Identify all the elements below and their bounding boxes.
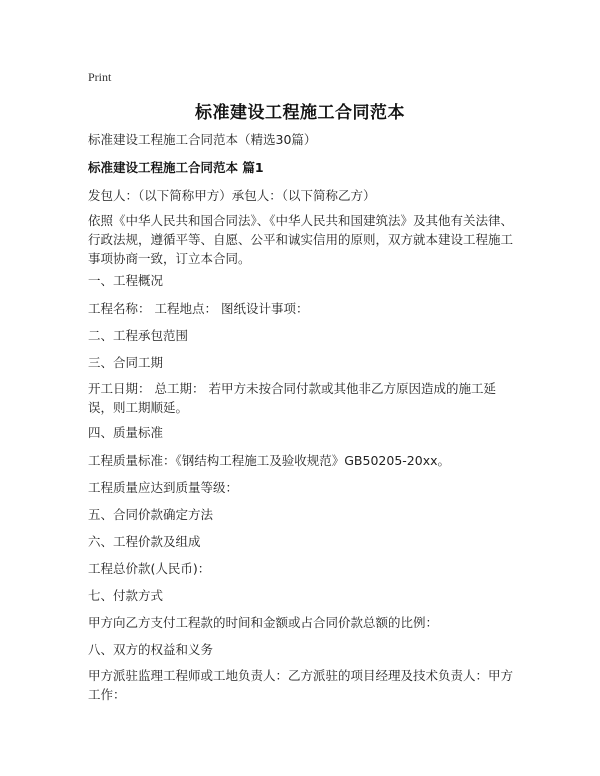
paragraph-representatives: 甲方派驻监理工程师或工地负责人：乙方派驻的项目经理及技术负责人：甲方工作： [88, 668, 514, 702]
heading-price-method: 五、合同价款确定方法 [88, 507, 214, 522]
print-label: Print [88, 70, 112, 84]
paragraph-total-price: 工程总价款(人民币)： [88, 561, 211, 576]
paragraph-parties: 发包人：（以下简称甲方）承包人：（以下简称乙方） [88, 188, 376, 203]
heading-contract-period: 三、合同工期 [88, 355, 164, 370]
paragraph-preamble: 依照《中华人民共和国合同法》、《中华人民共和国建筑法》及其他有关法律、行政法规，遵循平等、自愿、公平和诚实信用的原则，双方就本建设工程施工事项协商一致，订立本合同。 [88, 213, 514, 266]
heading-contract-scope: 二、工程承包范围 [88, 328, 189, 343]
heading-rights-obligations: 八、双方的权益和义务 [88, 642, 214, 657]
paragraph-project-name: 工程名称： 工程地点： 图纸设计事项： [88, 301, 309, 316]
paragraph-payment-schedule: 甲方向乙方支付工程款的时间和金额或占合同价款总额的比例： [88, 615, 439, 630]
paragraph-quality-standard: 工程质量标准：《钢结构工程施工及验收规范》GB50205-20xx。 [88, 453, 450, 468]
heading-payment-method: 七、付款方式 [88, 588, 164, 603]
heading-price-composition: 六、工程价款及组成 [88, 534, 201, 549]
paragraph-quality-grade: 工程质量应达到质量等级： [88, 480, 239, 495]
paragraph-dates: 开工日期： 总工期： 若甲方未按合同付款或其他非乙方原因造成的施工延误，则工期顺延。 [88, 381, 496, 415]
heading-project-overview: 一、工程概况 [88, 273, 164, 288]
document-title: 标准建设工程施工合同范本 [195, 103, 405, 123]
heading-quality-standard: 四、质量标准 [88, 425, 164, 440]
document-subtitle: 标准建设工程施工合同范本（精选30篇） [88, 132, 317, 147]
section-heading: 标准建设工程施工合同范本 篇1 [88, 160, 264, 175]
